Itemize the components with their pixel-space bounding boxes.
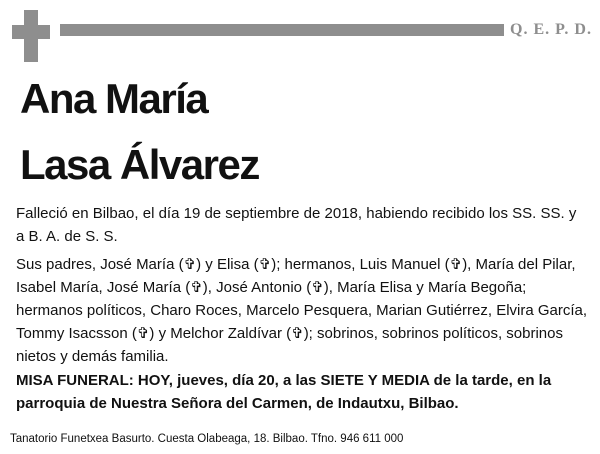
cross-icon — [12, 10, 50, 62]
header-divider-bar — [60, 24, 504, 36]
deceased-name-line2: Lasa Álvarez — [20, 141, 259, 188]
family-list: Sus padres, José María (✞) y Elisa (✞); hermanos, Luis Manuel (✞), María del Pilar, Isabel María, José María (✞), José Antonio (✞), María Elisa y María Begoña; hermanos políticos, Charo Roces, Marcelo Pesquera, Marian Gutiérrez, Elvira García, Tommy Isacsson (✞) y Melchor Zaldívar (✞); sobrinos, sobrinos políticos, sobrinos nietos y demás familia. — [16, 256, 588, 365]
deceased-name-line1: Ana María — [20, 75, 208, 122]
cross-horizontal-bar — [12, 25, 50, 39]
funeral-mass-info: MISA FUNERAL: HOY, jueves, día 20, a las SIETE Y MEDIA de la tarde, en la parroquia de Nuestra Señora del Carmen, de Indautxu, Bilbao. — [16, 372, 552, 412]
death-announcement: Falleció en Bilbao, el día 19 de septiembre de 2018, habiendo recibido los SS. SS. y a B. A. de S. S. — [16, 205, 577, 245]
funeral-home-footer: Tanatorio Funetxea Basurto. Cuesta Olabeaga, 18. Bilbao. Tfno. 946 611 000 — [10, 433, 404, 445]
qepd-label: Q. E. P. D. — [510, 21, 592, 38]
